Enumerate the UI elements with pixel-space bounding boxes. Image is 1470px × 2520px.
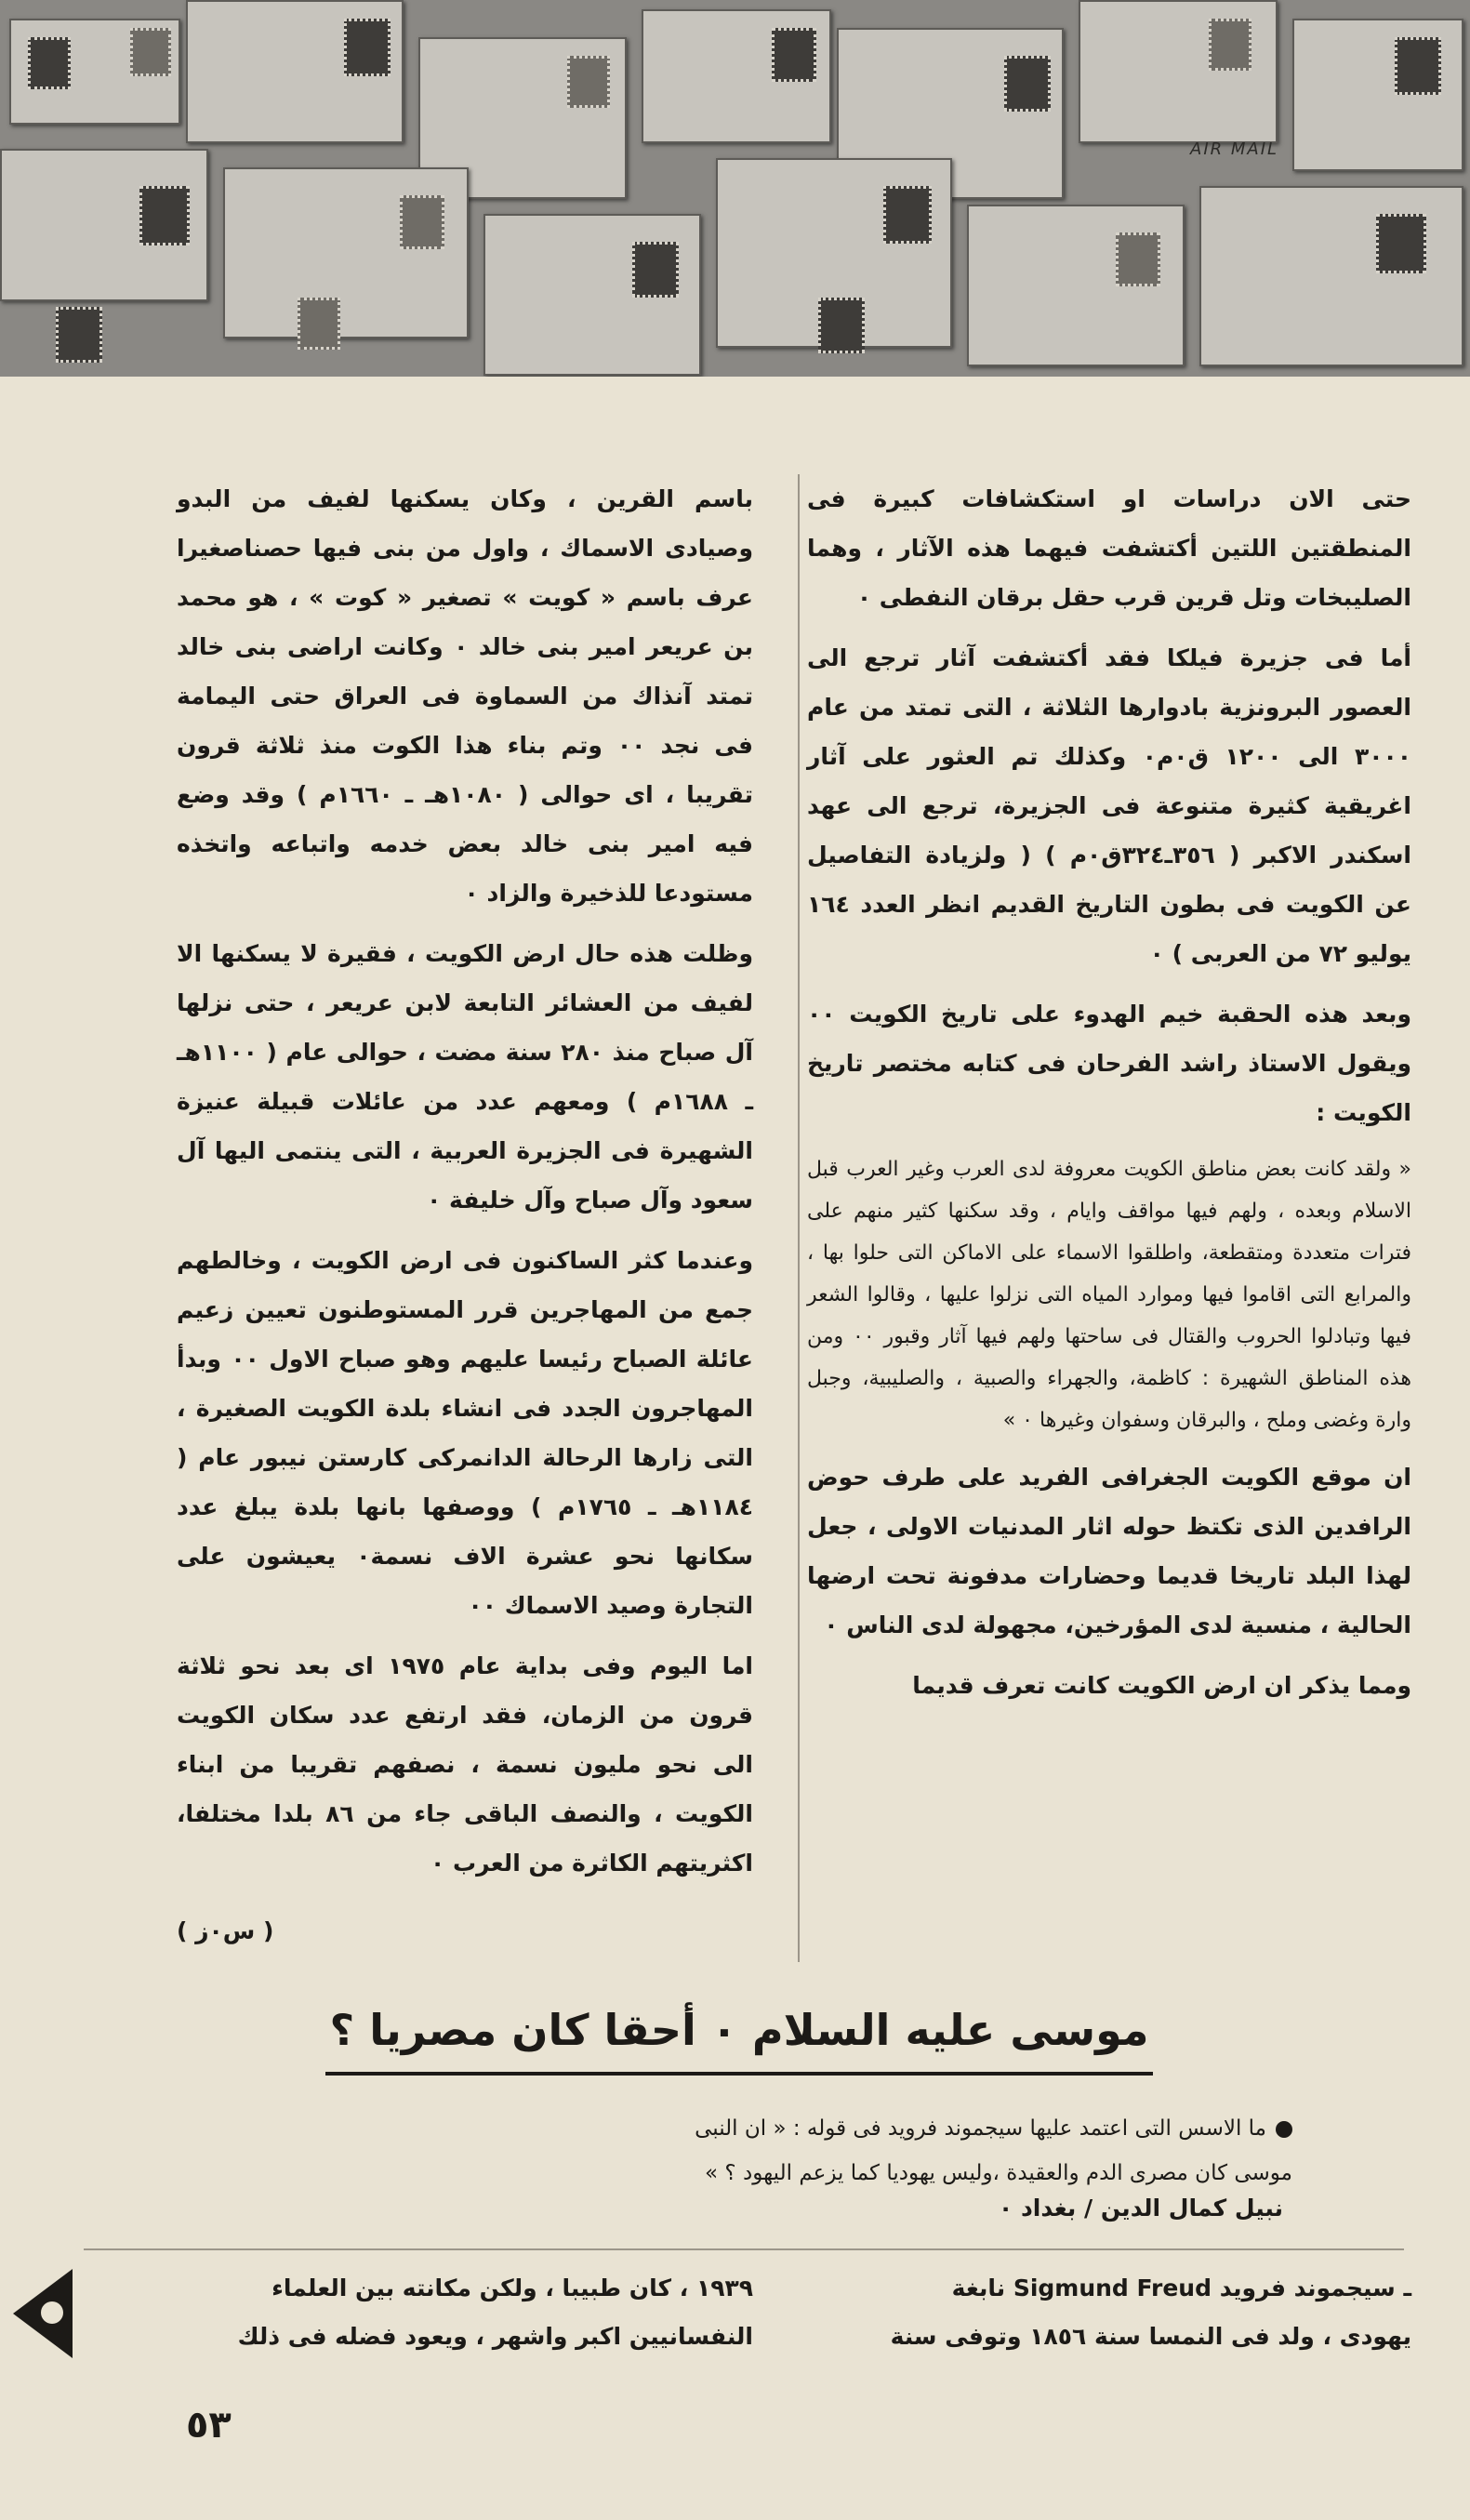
reader-question <box>279 2106 1292 2195</box>
left-article-column <box>177 474 753 1899</box>
answer-right-column <box>807 2264 1411 2361</box>
right-article-column <box>807 474 1411 1721</box>
paragraph: وبعد هذه الحقبة خيم الهدوء على تاريخ الكويت ٠٠ ويقول الاستاذ راشد الفرحان فى كتابه مختصر تاريخ الكويت : <box>807 1001 1411 1126</box>
question-line: موسى كان مصرى الدم والعقيدة ،وليس يهوديا كما يزعم اليهود ؟ » <box>705 2161 1292 2185</box>
signature-text: نبيل كمال الدين / بغداد ٠ <box>998 2195 1283 2222</box>
question-line <box>279 2106 1292 2151</box>
section-divider <box>84 2248 1404 2250</box>
paragraph: وظلت هذه حال ارض الكويت ، فقيرة لا يسكنها الا لفيف من العشائر التابعة لابن عريعر ، حتى نزلها آل صباح منذ ٢٨٠ سنة مضت ، حوالى عام ( ١١٠٠هـ ـ ١٦٨٨م ) ومعهم عدد من عائلات قبيلة عنيزة الشهيرة فى الجزيرة العربية ، التى ينتمى اليها آل سعود وآل صباح وآل خليفة ٠ <box>177 940 754 1214</box>
paragraph: أما فى جزيرة فيلكا فقد أكتشفت آثار ترجع الى العصور البرونزية بادوارها الثلاثة ، التى تمتد من عام ٣٠٠٠ الى ١٢٠٠ ق٠م٠ وكذلك تم العثور على آثار اغريقية كثيرة متنوعة فى الجزيرة، ترجع الى عهد اسكندر الاكبر ( ٣٥٦ـ٣٢٤ق٠م ) ( ولزيادة التفاصيل عن الكويت فى بطون التاريخ القديم انظر العدد ١٦٤ يوليو ٧٢ من العربى ) ٠ <box>807 644 1411 967</box>
page-number: ٥٣ <box>186 2404 232 2447</box>
article-headline: موسى عليه السلام ٠ أحقا كان مصريا ؟ <box>325 1997 1153 2076</box>
header-photo-envelopes <box>0 0 1470 377</box>
column-divider <box>798 474 800 1962</box>
arrow-dot-icon <box>41 2301 63 2324</box>
question-text: ما الاسس التى اعتمد عليها سيجموند فرويد فى قوله : « ان النبى <box>695 2116 1266 2141</box>
paragraph: حتى الان دراسات او استكشافات كبيرة فى المنطقتين اللتين أكتشفت فيهما هذه الآثار ، وهما الصليبخات وتل قرين قرب حقل برقان النفطى ٠ <box>807 485 1411 611</box>
paragraph: باسم القرين ، وكان يسكنها لفيف من البدو وصيادى الاسماك ، واول من بنى فيها حصناصغيرا عرف باسم « كويت » تصغير « كوت » ، هو محمد بن عريعر امير بنى خالد ٠ وكانت اراضى بنى خالد تمتد آنذاك من السماوة فى العراق حتى اليمامة فى نجد ٠٠ وتم بناء هذا الكوت منذ ثلاثة قرون تقريبا ، اى حوالى ( ١٠٨٠هـ ـ ١٦٦٠م ) وقد وضع فيه امير بنى خالد بعض خدمه واتباعه واتخذه مستودعا للذخيرة والزاد ٠ <box>177 485 754 907</box>
question-signature <box>576 2195 1283 2222</box>
quoted-passage: « ولقد كانت بعض مناطق الكويت معروفة لدى العرب وغير العرب قبل الاسلام وبعده ، ولهم فيها مواقف وايام ، وقد سكنها كثير منهم على فترات متعددة ومتقطعة، واطلقوا الاسماء على الاماكن التى حلوا بها ، والمرابع التى اقاموا فيها وموارد المياه التى نزلوا عليها ، وقالوا الشعر فيها وتبادلوا الحروب والقتال فى ساحتها ولهم فيها آثار وقبور ٠٠ ومن هذه المناطق الشهيرة : كاظمة، والجهراء والصبية ، والصليبية، وجبل وارة وغضى وملح ، والبرقان وسفوان وغيرها ٠ » <box>807 1158 1411 1432</box>
author-initials: ( س٠ز ) <box>177 1917 274 1944</box>
answer-left-column <box>102 2264 753 2361</box>
answer-line: النفسانيين اكبر واشهر ، ويعود فضله فى ذلك <box>237 2323 753 2350</box>
airmail-label: AIR MAIL <box>1190 139 1279 159</box>
paragraph: وعندما كثر الساكنون فى ارض الكويت ، وخالطهم جمع من المهاجرين قرر المستوطنون تعيين زعيم عائلة الصباح رئيسا عليهم وهو صباح الاول ٠٠ وبدأ المهاجرون الجدد فى انشاء بلدة الكويت الصغيرة ، التى زارها الرحالة الدانمركى كارستن نيبور عام ( ١١٨٤هـ ـ ١٧٦٥م ) ووصفها بانها بلدة يبلغ عدد سكانها نحو عشرة الاف نسمة٠ يعيشون على التجارة وصيد الاسماك ٠٠ <box>177 1247 754 1619</box>
paragraph: ومما يذكر ان ارض الكويت كانت تعرف قديما <box>912 1672 1411 1699</box>
answer-line: يهودى ، ولد فى النمسا سنة ١٨٥٦ وتوفى سنة <box>890 2323 1411 2350</box>
answer-line: ـ سيجموند فرويد Sigmund Freud نابغة <box>951 2275 1411 2301</box>
paragraph: اما اليوم وفى بداية عام ١٩٧٥ اى بعد نحو ثلاثة قرون من الزمان، فقد ارتفع عدد سكان الكويت الى نحو مليون نسمة ، نصفهم تقريبا من ابناء الكويت ، والنصف الباقى جاء من ٨٦ بلدا مختلفا، اكثريتهم الكاثرة من العرب ٠ <box>177 1652 754 1877</box>
paragraph: ان موقع الكويت الجغرافى الفريد على طرف حوض الرافدين الذى تكتظ حوله اثار المدنيات الاولى ، جعل لهذا البلد تاريخا قديما وحضارات مدفونة تحت ارضها الحالية ، منسية لدى المؤرخين، مجهولة لدى الناس ٠ <box>807 1464 1411 1638</box>
answer-line: ١٩٣٩ ، كان طبيبا ، ولكن مكانته بين العلماء <box>271 2275 753 2301</box>
bullet-icon <box>1276 2121 1292 2138</box>
